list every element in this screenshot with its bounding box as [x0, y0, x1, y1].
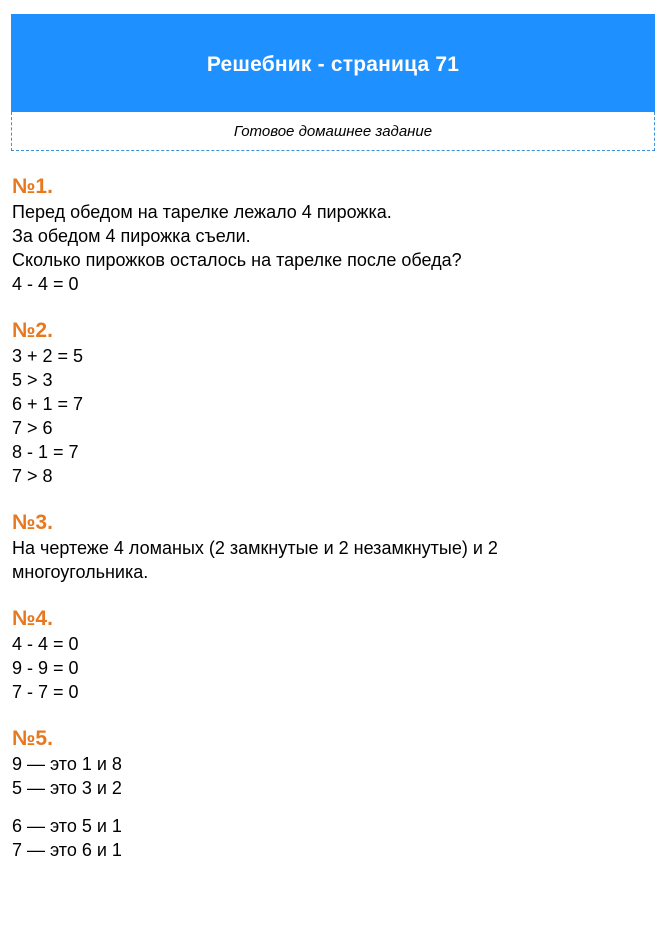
task-line: На чертеже 4 ломаных (2 замкнутые и 2 незамкнутые) и 2 многоугольника.	[12, 538, 498, 582]
task-line: Перед обедом на тарелке лежало 4 пирожка.	[12, 202, 392, 222]
task-line: 9 — это 1 и 8	[12, 754, 122, 774]
task-line: 7 - 7 = 0	[12, 682, 79, 702]
task-line: 7 > 8	[12, 466, 53, 486]
task-2	[12, 318, 652, 488]
task-line: 6 + 1 = 7	[12, 394, 84, 414]
task-line: 3 + 2 = 5	[12, 346, 84, 366]
task-line: 9 - 9 = 0	[12, 658, 79, 678]
task-line: 5 — это 3 и 2	[12, 778, 122, 798]
task-line: 8 - 1 = 7	[12, 442, 79, 462]
page-subheader	[11, 112, 655, 151]
task-4	[12, 606, 652, 704]
task-title: №5.	[12, 727, 53, 750]
page-header	[11, 14, 655, 112]
task-title: №4.	[12, 607, 53, 630]
task-line: Сколько пирожков осталось на тарелке после обеда?	[12, 250, 462, 270]
task-3	[12, 510, 652, 584]
page-subtitle: Готовое домашнее задание	[233, 122, 433, 140]
page-title: Решебник - страница 71	[206, 53, 460, 76]
task-line: 4 - 4 = 0	[12, 274, 79, 294]
task-line: 7 > 6	[12, 418, 53, 438]
task-5	[12, 726, 652, 862]
task-line: 4 - 4 = 0	[12, 634, 79, 654]
task-line: За обедом 4 пирожка съели.	[12, 226, 251, 246]
task-title: №2.	[12, 319, 53, 342]
task-title: №3.	[12, 511, 53, 534]
task-line: 5 > 3	[12, 370, 53, 390]
task-line: 7 — это 6 и 1	[12, 840, 122, 860]
solutions-content	[12, 174, 652, 862]
task-title: №1.	[12, 175, 53, 198]
task-line: 6 — это 5 и 1	[12, 816, 122, 836]
task-1	[12, 174, 652, 296]
